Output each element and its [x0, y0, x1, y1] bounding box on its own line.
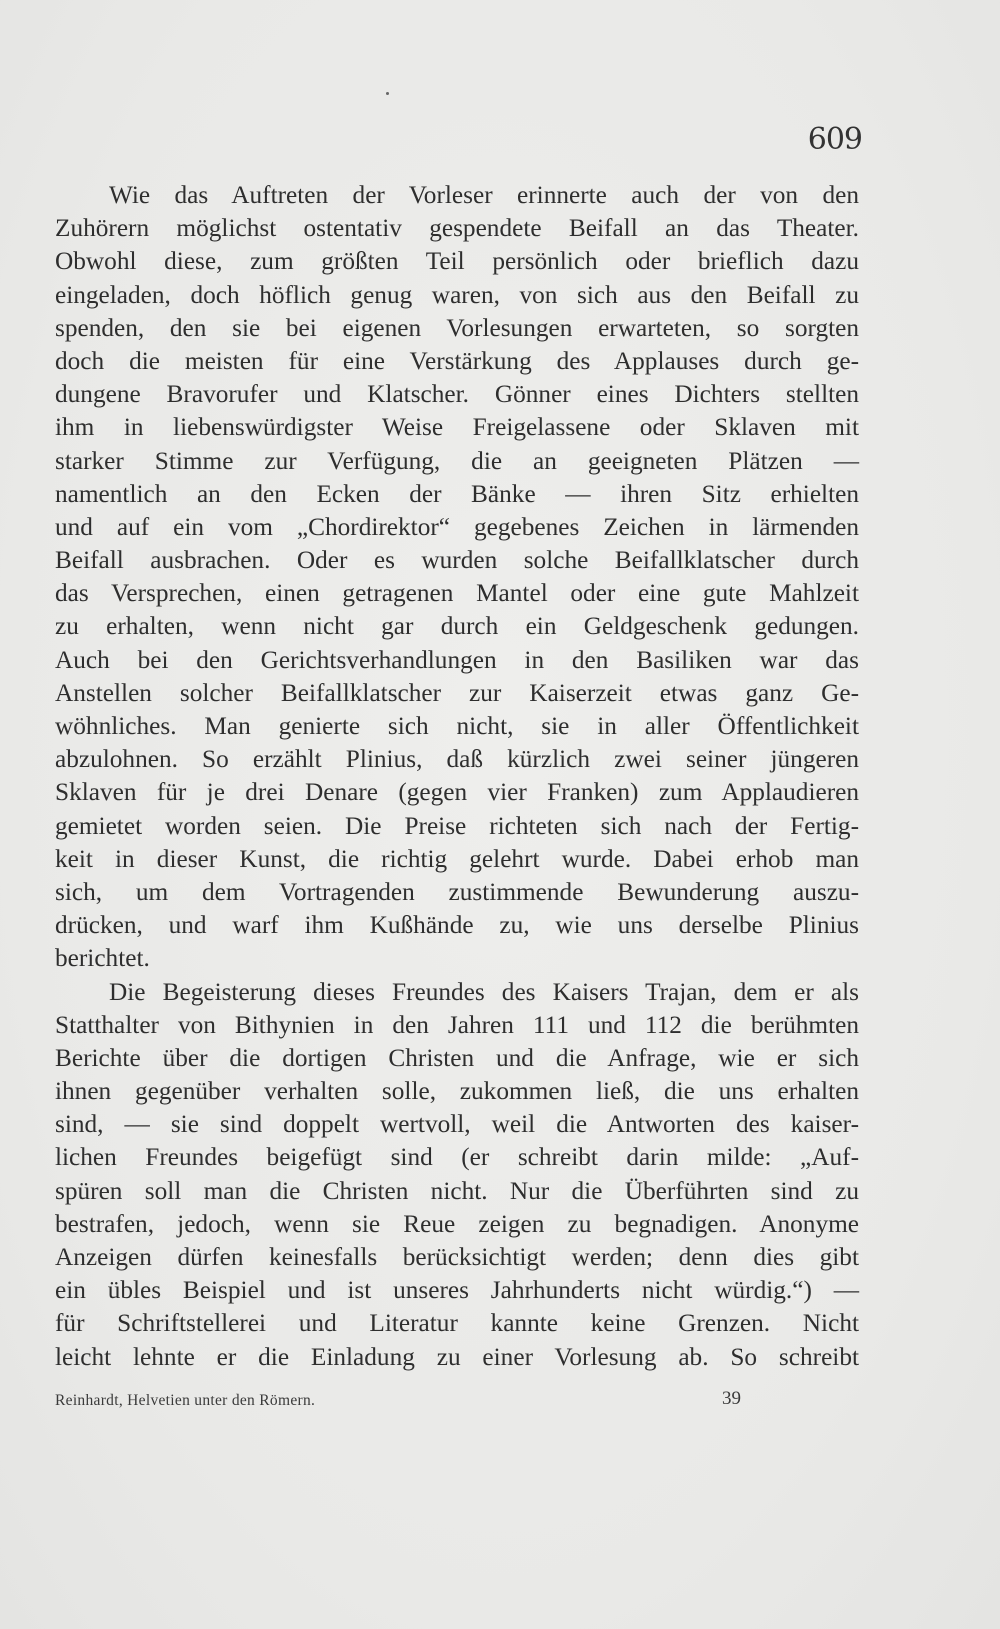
text-line: Statthalter von Bithynien in den Jahren 111 und 112 die berühmten — [55, 1010, 859, 1039]
signature-mark: 39 — [722, 1388, 741, 1409]
text-line: doch die meisten für eine Verstärkung des Applauses durch ge- — [55, 346, 859, 375]
text-line: sind, — sie sind doppelt wertvoll, weil die Antworten des kaiser- — [55, 1110, 859, 1139]
text-line: Wie das Auftreten der Vorleser erinnerte auch der von den — [109, 181, 859, 209]
text-line: zu erhalten, wenn nicht gar durch ein Geldgeschenk gedungen. — [55, 612, 859, 641]
text-line: Berichte über die dortigen Christen und die Anfrage, wie er sich — [55, 1043, 859, 1072]
text-line: abzulohnen. So erzählt Plinius, daß kürzlich zwei seiner jüngeren — [55, 745, 859, 774]
text-line: keit in dieser Kunst, die richtig gelehrt wurde. Dabei erhob man — [55, 844, 859, 873]
text-line: drücken, und warf ihm Kußhände zu, wie uns derselbe Plinius — [55, 911, 859, 940]
body-text — [55, 179, 859, 1374]
text-line: spenden, den sie bei eigenen Vorlesungen erwarteten, so sorgten — [55, 313, 859, 342]
text-line: Anstellen solcher Beifallklatscher zur Kaiserzeit etwas ganz Ge- — [55, 678, 859, 707]
text-line: das Versprechen, einen getragenen Mantel oder eine gute Mahlzeit — [55, 579, 859, 608]
text-line: dungene Bravorufer und Klatscher. Gönner eines Dichters stellten — [55, 380, 859, 409]
text-line: berichtet. — [55, 944, 150, 973]
text-line: spüren soll man die Christen nicht. Nur die Überführten sind zu — [55, 1176, 859, 1205]
text-line: Beifall ausbrachen. Oder es wurden solche Beifallklatscher durch — [55, 546, 859, 575]
text-line: namentlich an den Ecken der Bänke — ihren Sitz erhielten — [55, 479, 859, 508]
text-line: ein übles Beispiel und ist unseres Jahrhunderts nicht würdig.“) — — [55, 1276, 859, 1305]
footer-source: Reinhardt, Helvetien unter den Römern. — [55, 1392, 316, 1409]
text-line: Zuhörern möglichst ostentativ gespendete Beifall an das Theater. — [55, 214, 859, 243]
text-line: Anzeigen dürfen keinesfalls berücksichtigt werden; denn dies gibt — [55, 1243, 859, 1271]
text-line: starker Stimme zur Verfügung, die an geeigneten Plätzen — — [55, 446, 859, 475]
page-number: 609 — [807, 122, 862, 157]
text-line: und auf ein vom „Chordirektor“ gegebenes Zeichen in lärmenden — [55, 512, 859, 541]
text-line: für Schriftstellerei und Literatur kannte keine Grenzen. Nicht — [55, 1309, 859, 1338]
text-line: eingeladen, doch höflich genug waren, von sich aus den Beifall zu — [55, 280, 859, 309]
text-line: Obwohl diese, zum größten Teil persönlich oder brieflich dazu — [55, 247, 859, 276]
text-line: Auch bei den Gerichtsverhandlungen in den Basiliken war das — [55, 645, 859, 674]
text-line: sich, um dem Vortragenden zustimmende Bewunderung auszu- — [55, 877, 859, 906]
text-line: ihm in liebenswürdigster Weise Freigelassene oder Sklaven mit — [55, 413, 859, 442]
text-line: wöhnliches. Man genierte sich nicht, sie in aller Öffentlichkeit — [55, 712, 859, 740]
text-line: gemietet worden seien. Die Preise richteten sich nach der Fertig- — [55, 811, 859, 840]
text-line: ihnen gegenüber verhalten solle, zukommen ließ, die uns erhalten — [55, 1077, 859, 1106]
text-line: leicht lehnte er die Einladung zu einer Vorlesung ab. So schreibt — [55, 1342, 859, 1371]
text-line: bestrafen, jedoch, wenn sie Reue zeigen zu begnadigen. Anonyme — [55, 1209, 859, 1238]
text-line: Sklaven für je drei Denare (gegen vier Franken) zum Applaudieren — [55, 778, 859, 807]
text-line: Die Begeisterung dieses Freundes des Kaisers Trajan, dem er als — [109, 977, 859, 1006]
print-speck — [386, 92, 389, 95]
text-line: lichen Freundes beigefügt sind (er schreibt darin milde: „Auf- — [55, 1143, 859, 1172]
